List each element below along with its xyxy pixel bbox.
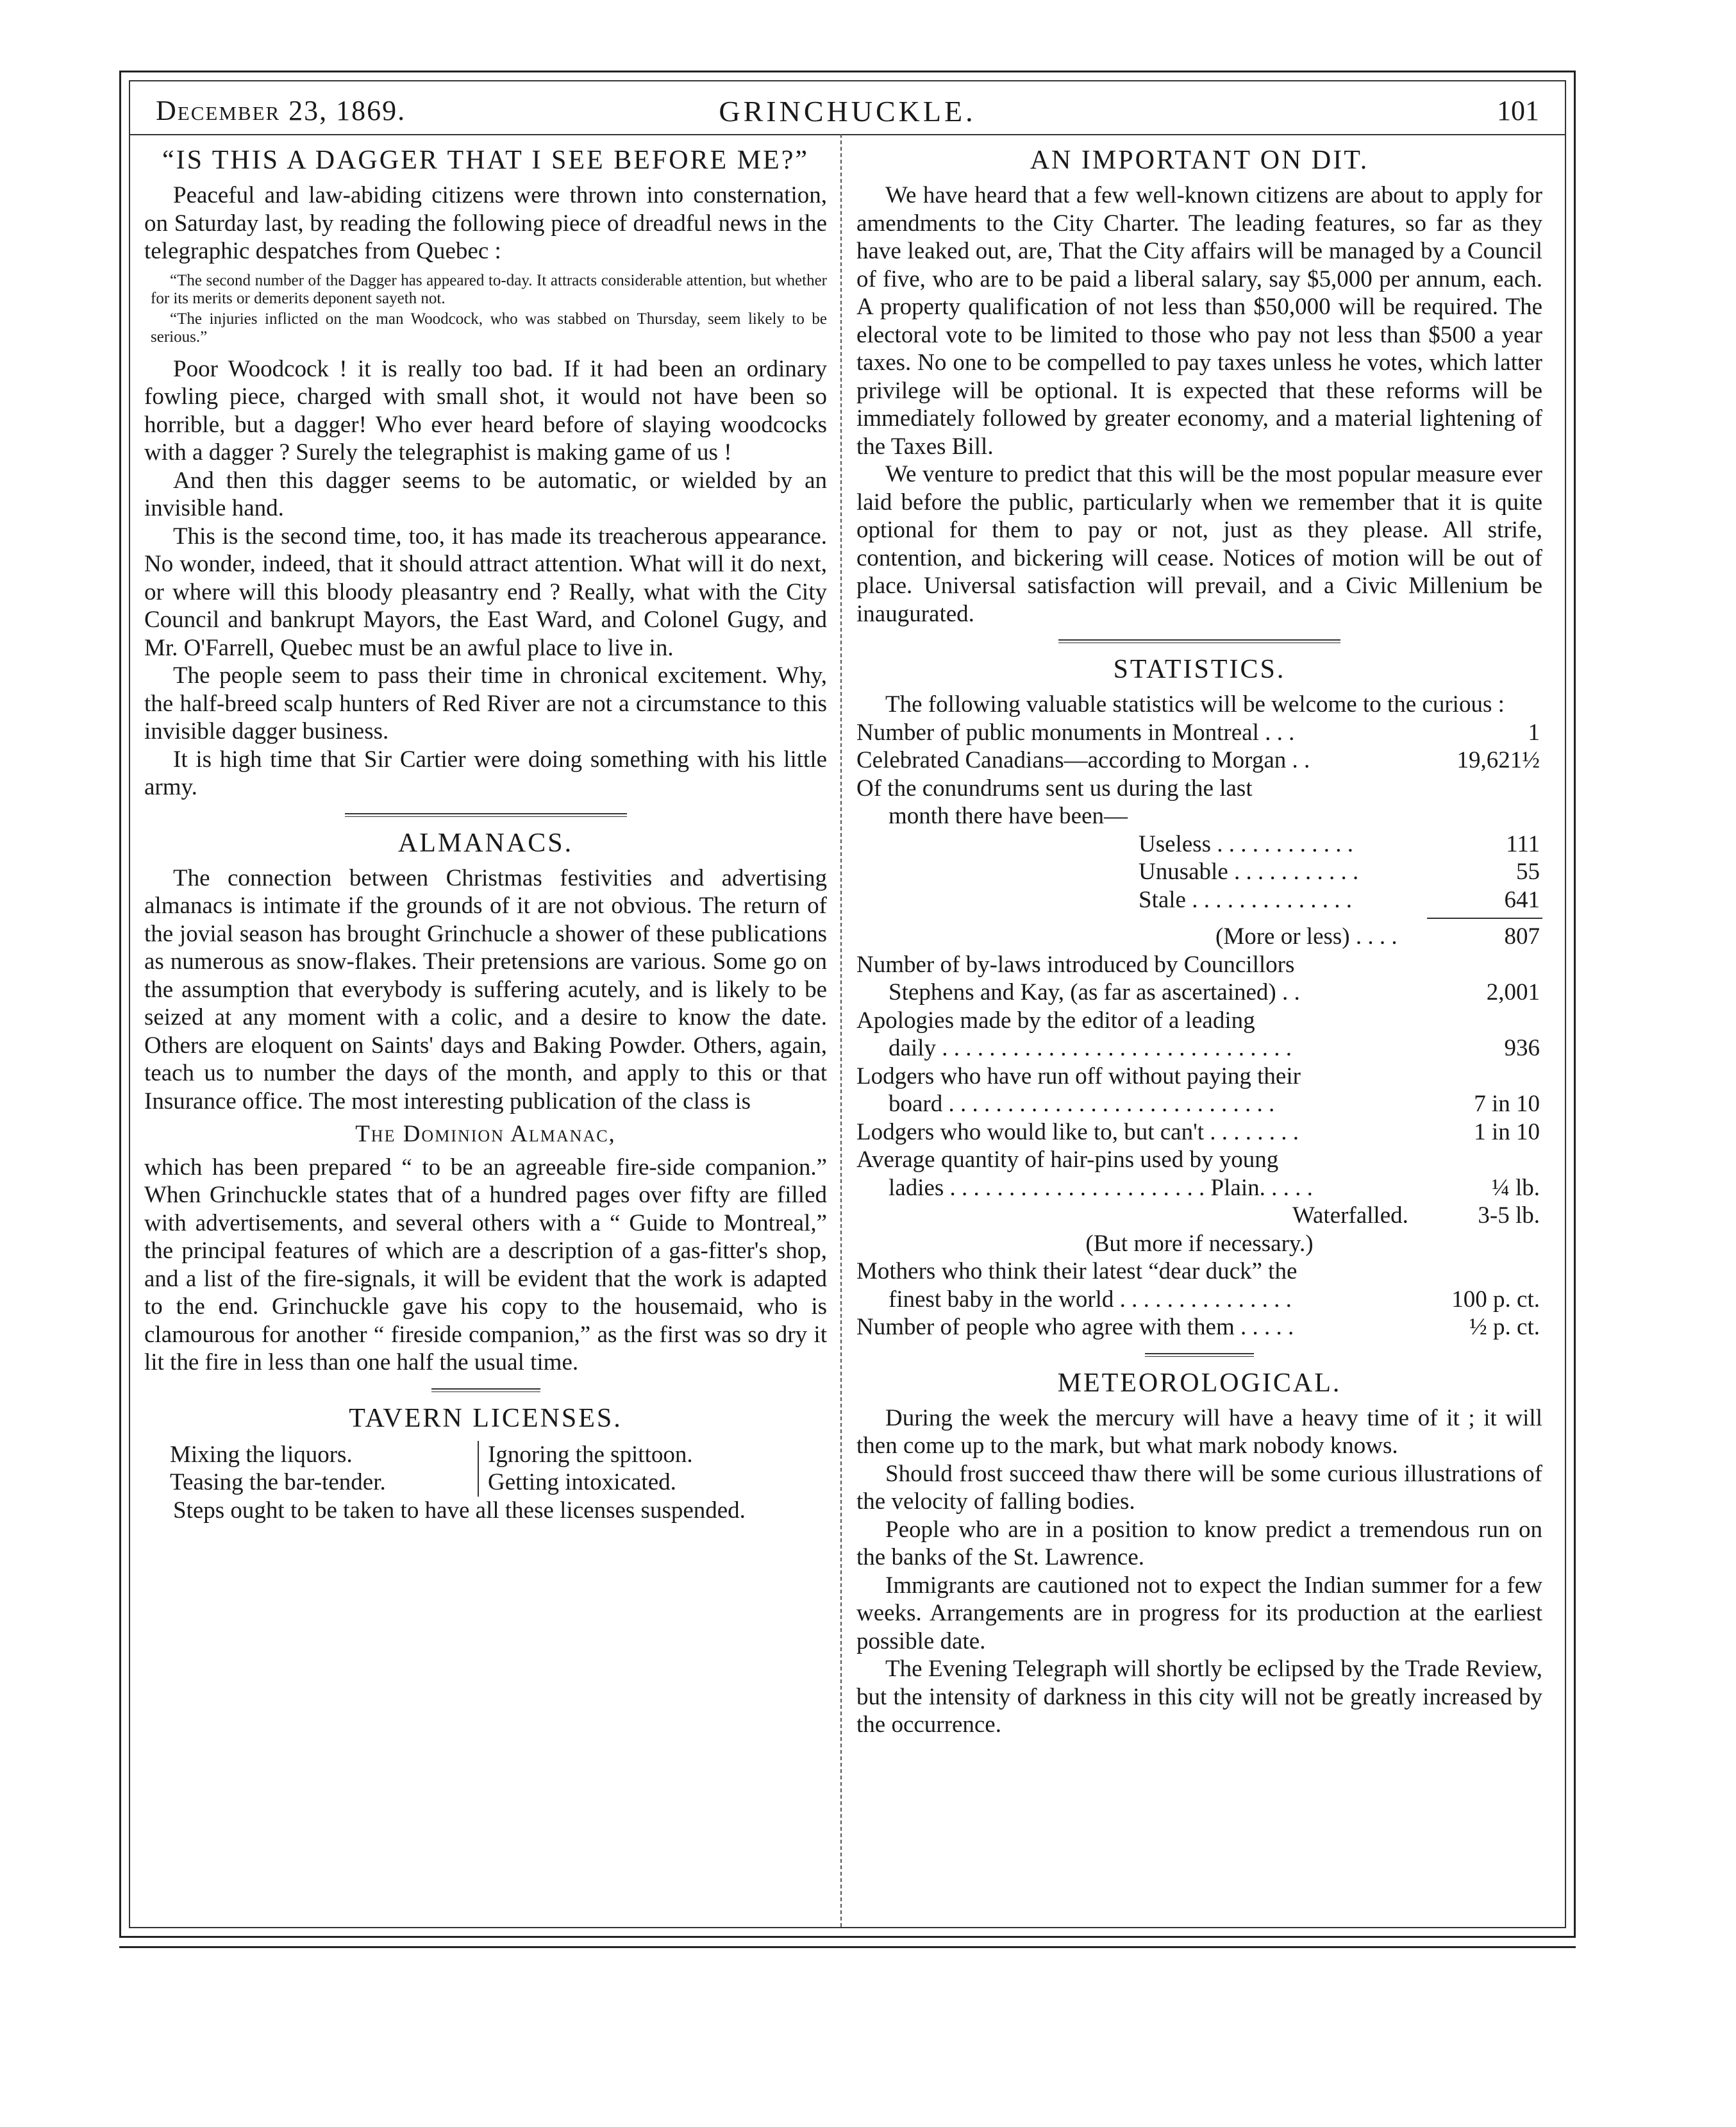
dagger-quote-2: “The injuries inflicted on the man Woodcock, who was stabbed on Thursday, seem likely to be serious.” bbox=[151, 310, 827, 346]
tavern-paragraph: Steps ought to be taken to have all these licenses suspended. bbox=[173, 1497, 746, 1524]
stat-line: Apologies made by the editor of a leading bbox=[856, 1007, 1255, 1034]
dagger-paragraph-3: This is the second time, too, it has made its treacherous appearance. No wonder, indeed, that it should attract attention. What will it do next, or where will this bloody pleasantry end ? Really, what with the City Council and bankrupt Mayors, the East Ward, and Colonel Gugy, and Mr. O'Farrell, Quebec must be an awful place to live in. bbox=[144, 523, 827, 661]
stat-row: Number of public monuments in Montreal . . . 1 bbox=[856, 719, 1540, 746]
meteo-heading: METEOROLOGICAL. bbox=[1057, 1368, 1342, 1398]
stat-row: Stephens and Kay, (as far as ascertained) . . 2,001 bbox=[889, 979, 1540, 1005]
tavern-item: Mixing the liquors. bbox=[170, 1441, 353, 1468]
dagger-quote-1: “The second number of the Dagger has appeared to-day. It attracts considerable attention, but whether for its merits or demerits deponent sayeth not. bbox=[151, 271, 827, 307]
stat-row: finest baby in the world . . . . . . . . . . . . . . . 100 p. ct. bbox=[889, 1286, 1540, 1313]
meteo-paragraph-5: The Evening Telegraph will shortly be eclipsed by the Trade Review, but the intensity of darkness in this city will not be greatly increased by the occurrence. bbox=[856, 1656, 1542, 1738]
header-page-number: 101 bbox=[1497, 95, 1539, 126]
stat-row: ladies . . . . . . . . . . . . . . . . . . . . . . Plain. . . . . ¼ lb. bbox=[889, 1174, 1540, 1201]
tavern-item: Teasing the bar-tender. bbox=[170, 1469, 386, 1495]
tavern-item: Ignoring the spittoon. bbox=[488, 1441, 693, 1468]
stat-row: board . . . . . . . . . . . . . . . . . . . . . . . . . . . . 7 in 10 bbox=[889, 1091, 1540, 1117]
stat-line: Mothers who think their latest “dear duck” the bbox=[856, 1258, 1298, 1284]
stat-row: daily . . . . . . . . . . . . . . . . . . . . . . . . . . . . . . 936 bbox=[889, 1035, 1540, 1061]
page-inner-frame bbox=[129, 80, 1566, 1928]
stat-line: Lodgers who have run off without paying their bbox=[856, 1063, 1301, 1089]
ondit-paragraph-1: We have heard that a few well-known citizens are about to apply for amendments to the City Charter. The leading features, so far as they have leaked out, are, That the City affairs will be managed by a Council of five, who are to be paid a liberal salary, say $5,000 per annum, each. A property qualification of not less than $50,000 will be required. The electoral vote to be limited to those who pay not less than $500 a year taxes. No one to be compelled to pay taxes unless he votes, which latter privilege will be optional. It is expected that these reforms will be immediately followed by greater economy, and a material lightening of the Taxes Bill. bbox=[856, 182, 1542, 460]
dagger-paragraph-5: It is high time that Sir Cartier were doing something with his little army. bbox=[144, 746, 827, 800]
stat-row: Unusable . . . . . . . . . . . 55 bbox=[1139, 859, 1540, 885]
stat-row: Lodgers who would like to, but can't . . . . . . . . 1 in 10 bbox=[856, 1118, 1540, 1145]
stat-row: Celebrated Canadians—according to Morgan . . 19,621½ bbox=[856, 747, 1540, 773]
column-divider bbox=[840, 134, 842, 1927]
meteo-paragraph-2: Should frost succeed thaw there will be some curious illustrations of the velocity of falling bodies. bbox=[856, 1460, 1542, 1515]
almanacs-heading: ALMANACS. bbox=[397, 828, 574, 858]
dagger-paragraph-4: The people seem to pass their time in chronical excitement. Why, the half-breed scalp hunters of Red River are not a circumstance to this invisible dagger business. bbox=[144, 662, 827, 744]
stat-line: Of the conundrums sent us during the last bbox=[856, 775, 1253, 802]
header-title: GRINCHUCKLE. bbox=[719, 95, 976, 128]
stat-row: Number of people who agree with them . . . . . ½ p. ct. bbox=[856, 1314, 1540, 1340]
stat-row: Useless . . . . . . . . . . . . 111 bbox=[1139, 830, 1540, 857]
dagger-heading: “IS THIS A DAGGER THAT I SEE BEFORE ME?” bbox=[162, 146, 809, 175]
sum-rule bbox=[1427, 918, 1542, 919]
dagger-paragraph-1: Poor Woodcock ! it is really too bad. If it had been an ordinary fowling piece, charged with small shot, it would not have been so horrible, but a dagger! Who ever heard before of slaying woodcocks with a dagger ? Surely the telegraphist is making game of us ! bbox=[144, 355, 827, 466]
meteo-paragraph-1: During the week the mercury will have a heavy time of it ; it will then come up to the mark, but what mark nobody knows. bbox=[856, 1404, 1542, 1459]
section-rule bbox=[1058, 639, 1340, 643]
stat-line: Average quantity of hair-pins used by young bbox=[856, 1147, 1279, 1173]
tavern-item: Getting intoxicated. bbox=[488, 1469, 676, 1495]
stat-row: (More or less) . . . . 807 bbox=[1215, 923, 1540, 950]
left-column bbox=[144, 146, 827, 1524]
ondit-heading: AN IMPORTANT ON DIT. bbox=[1030, 146, 1369, 175]
stat-line: (But more if necessary.) bbox=[1085, 1230, 1314, 1257]
page-header bbox=[130, 81, 1565, 135]
section-rule bbox=[345, 813, 627, 817]
ondit-paragraph-2: We venture to predict that this will be the most popular measure ever laid before the public, particularly when we remember that it is quite optional for them to pay or not, just as they please. All strife, contention, and bickering will cease. Notices of motion will be out of place. Universal satisfaction will prevail, and a Civic Millenium be inaugurated. bbox=[856, 461, 1542, 627]
statistics-heading: STATISTICS. bbox=[1113, 655, 1286, 684]
meteo-paragraph-3: People who are in a position to know predict a tremendous run on the banks of the St. Lawrence. bbox=[856, 1516, 1542, 1570]
header-date: December 23, 1869. bbox=[156, 95, 406, 126]
right-column bbox=[856, 146, 1542, 1739]
section-rule bbox=[1145, 1353, 1254, 1357]
stat-row: Waterfalled. 3-5 lb. bbox=[1292, 1202, 1540, 1229]
almanacs-paragraph-2: which has been prepared “ to be an agreeable fire-side companion.” When Grinchuckle states that of a hundred pages over fifty are filled with advertisements, and several others with a “ Guide to Montreal,” the principal features of which are a description of a gas-fitter's shop, and a list of the fire-signals, it will be evident that the work is adapted to the end. Grinchuckle gave his copy to the housemaid, who is clamourous for another “ fireside companion,” as the first was so dry it lit the fire in less than one half the usual time. bbox=[144, 1154, 827, 1375]
tavern-heading: TAVERN LICENSES. bbox=[349, 1403, 622, 1433]
dagger-paragraph-2: And then this dagger seems to be automatic, or wielded by an invisible hand. bbox=[144, 467, 827, 521]
tavern-list bbox=[170, 1441, 827, 1497]
almanacs-paragraph-1: The connection between Christmas festivities and advertising almanacs is intimate if the grounds of it are not obvious. The return of the jovial season has brought Grinchucle a shower of these publications as numerous as snow-flakes. Their pretensions are various. Some go on the assumption that everybody is suffering acutely, and is likely to be seized at any moment with a colic, and a desire to know the date. Others are eloquent on Saints' days and Baking Powder. Others, again, teach us to number the days of the month, and apply to this or that Insurance office. The most interesting publication of the class is bbox=[144, 864, 827, 1114]
page-frame bbox=[119, 71, 1576, 1938]
statistics-intro: The following valuable statistics will be welcome to the curious : bbox=[885, 691, 1505, 718]
section-rule bbox=[431, 1388, 540, 1392]
bottom-rule bbox=[119, 1946, 1576, 1948]
stat-row: Stale . . . . . . . . . . . . . . 641 bbox=[1139, 886, 1540, 913]
meteo-paragraph-4: Immigrants are cautioned not to expect the Indian summer for a few weeks. Arrangements are in progress for its production at the earliest possible date. bbox=[856, 1572, 1542, 1654]
stat-line: month there have been— bbox=[889, 803, 1128, 829]
stat-line: Number of by-laws introduced by Councillors bbox=[856, 951, 1295, 978]
almanacs-subheading: The Dominion Almanac, bbox=[355, 1121, 616, 1147]
dagger-intro: Peaceful and law-abiding citizens were thrown into consternation, on Saturday last, by reading the following piece of dreadful news in the telegraphic despatches from Quebec : bbox=[144, 182, 827, 264]
